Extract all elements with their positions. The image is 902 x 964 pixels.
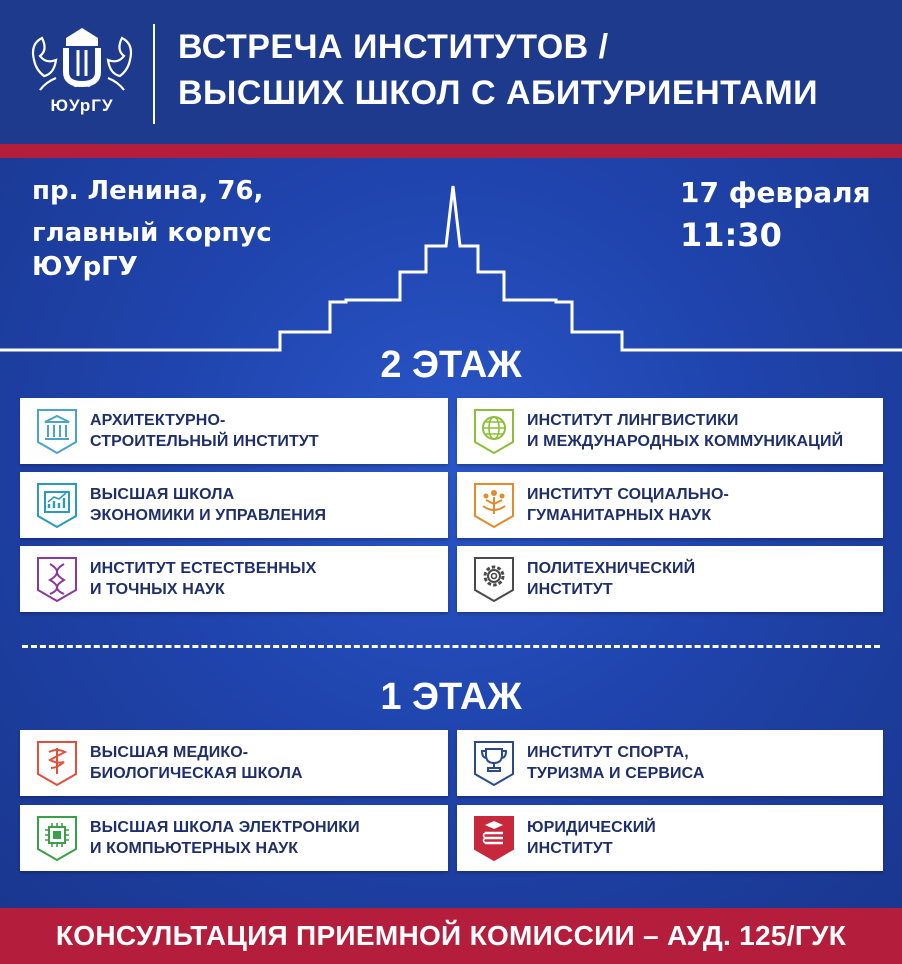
scroll-icon xyxy=(471,813,517,863)
medical-caduceus-icon xyxy=(34,738,80,788)
floor1-title: 1 ЭТАЖ xyxy=(380,676,522,718)
institute-card[interactable] xyxy=(20,546,448,612)
logo-year: 1943 xyxy=(73,80,91,89)
institute-card[interactable] xyxy=(457,546,883,612)
footer-bar xyxy=(0,908,902,964)
institute-card[interactable] xyxy=(457,730,883,796)
institute-card[interactable] xyxy=(20,472,448,538)
institute-name-line1: ИНСТИТУТ СПОРТА, xyxy=(527,744,689,761)
page-title-line1: ВСТРЕЧА ИНСТИТУТОВ / xyxy=(178,28,609,66)
people-tree-icon xyxy=(471,480,517,530)
event-date: 17 февраля xyxy=(680,176,871,209)
institute-name-line2: ИНСТИТУТ xyxy=(527,840,613,857)
institute-card[interactable] xyxy=(20,730,448,796)
address-line2: главный корпус xyxy=(32,218,272,248)
institute-name-line2: СТРОИТЕЛЬНЫЙ ИНСТИТУТ xyxy=(90,433,319,450)
institute-name-line1: ВЫСШАЯ ШКОЛА ЭЛЕКТРОНИКИ xyxy=(90,819,360,836)
consultation-note: КОНСУЛЬТАЦИЯ ПРИЕМНОЙ КОМИССИИ – АУД. 125/ГУК xyxy=(55,920,847,951)
growth-chart-icon xyxy=(34,480,80,530)
globe-icon xyxy=(471,406,517,456)
floor2-title: 2 ЭТАЖ xyxy=(380,344,522,386)
event-time: 11:30 xyxy=(680,216,782,254)
institute-card[interactable] xyxy=(20,398,448,464)
institute-name-line1: ИНСТИТУТ ЕСТЕСТВЕННЫХ xyxy=(90,560,317,577)
institute-card[interactable] xyxy=(20,805,448,871)
address-line1: пр. Ленина, 76, xyxy=(32,176,264,206)
institute-name-line1: АРХИТЕКТУРНО- xyxy=(90,412,226,429)
institute-name-line2: ТУРИЗМА И СЕРВИСА xyxy=(527,765,705,782)
header-accent-bar xyxy=(0,144,902,158)
institute-card[interactable] xyxy=(457,472,883,538)
institute-name-line1: ИНСТИТУТ СОЦИАЛЬНО- xyxy=(527,486,729,503)
institute-name-line1: ВЫСШАЯ МЕДИКО- xyxy=(90,744,249,761)
header-divider xyxy=(153,24,155,124)
gear-icon xyxy=(471,554,517,604)
header xyxy=(0,0,902,144)
institute-name-line1: ЮРИДИЧЕСКИЙ xyxy=(527,819,656,836)
trophy-icon xyxy=(471,738,517,788)
institute-name-line2: ЭКОНОМИКИ И УПРАВЛЕНИЯ xyxy=(90,507,327,524)
institute-name-line2: И КОМПЬЮТЕРНЫХ НАУК xyxy=(90,840,299,857)
institute-name-line2: И ТОЧНЫХ НАУК xyxy=(90,581,225,598)
institute-name-line2: ИНСТИТУТ xyxy=(527,581,613,598)
institute-name-line2: ГУМАНИТАРНЫХ НАУК xyxy=(527,507,712,524)
institute-name-line2: И МЕЖДУНАРОДНЫХ КОММУНИКАЦИЙ xyxy=(527,433,844,450)
institute-name-line1: ИНСТИТУТ ЛИНГВИСТИКИ xyxy=(527,412,739,429)
dna-icon xyxy=(34,554,80,604)
institute-card[interactable] xyxy=(457,398,883,464)
address-line3: ЮУрГУ xyxy=(32,252,138,282)
institute-name-line1: ВЫСШАЯ ШКОЛА xyxy=(90,486,235,503)
microchip-icon xyxy=(34,813,80,863)
page-title-line2: ВЫСШИХ ШКОЛ С АБИТУРИЕНТАМИ xyxy=(178,74,819,112)
floor-divider xyxy=(22,645,880,648)
institute-card[interactable] xyxy=(457,805,883,871)
institute-name-line1: ПОЛИТЕХНИЧЕСКИЙ xyxy=(527,560,696,577)
institute-name-line2: БИОЛОГИЧЕСКАЯ ШКОЛА xyxy=(90,765,303,782)
logo-text: ЮУрГУ xyxy=(50,96,114,115)
building-columns-icon xyxy=(34,406,80,456)
